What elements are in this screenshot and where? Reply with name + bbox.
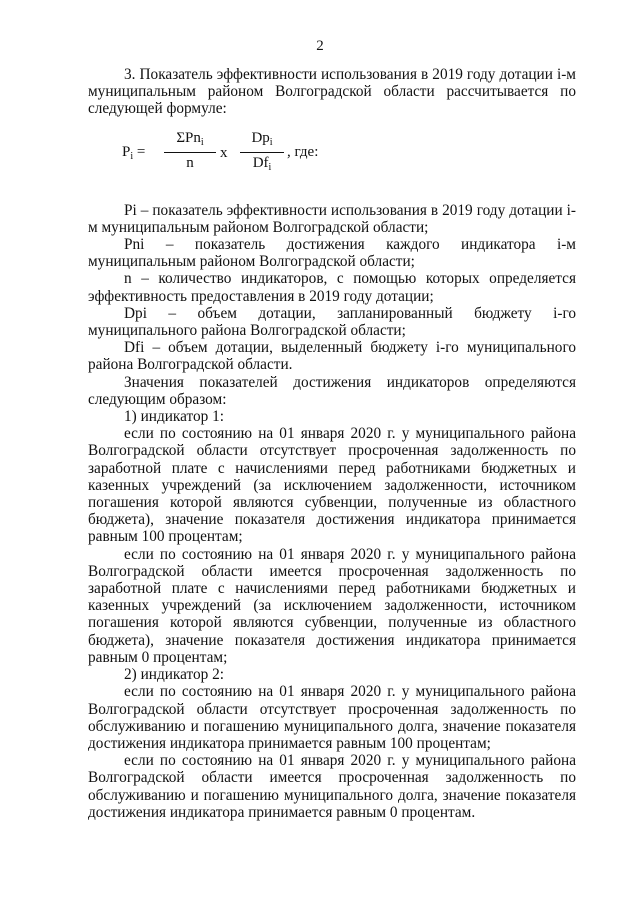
indicator1-title: 1) индикатор 1: xyxy=(124,408,225,426)
indicator2-case-present: если по состоянию на 01 января 2020 г. у муниципального района Волгоградской области имеется просроченная задолженность по обслуживанию и погашению муниципального долга, значение показателя достижения индикатора принимается равным 0 процентам. xyxy=(88,752,576,821)
definition-item: n – количество индикаторов, с помощью которых определяется эффективность предоставления в 2019 году дотации; xyxy=(88,270,576,305)
formula-fraction-dotation: $Dp_i$ $Df_i$ xyxy=(240,130,284,176)
formula-fraction-sum: ΣPn$_i$ n xyxy=(164,130,216,172)
indicator1-case-absent: если по состоянию на 01 января 2020 г. у муниципального района Волгоградской области отсутствует просроченная задолженность по заработной плате с начислениями перед работниками бюджетных и казенных учреждений (за исключением задолженности, источником погашения которой являются субвенции, полученные из областного бюджета), значение показателя достижения индикатора принимается равным 100 процентам; xyxy=(88,425,576,546)
formula-times: x xyxy=(220,144,228,161)
definition-item: Pni – показатель достижения каждого индикатора i-м муниципальным районом Волгоградской области; xyxy=(88,236,576,271)
values-intro: Значения показателей достижения индикаторов определяются следующим образом: xyxy=(88,373,576,408)
definition-item: Dpi – объем дотации, запланированный бюджету i-го муниципального района Волгоградской области; xyxy=(88,304,576,340)
formula-tail: , где: xyxy=(287,143,319,160)
intro-paragraph: 3. Показатель эффективности использования в 2019 году дотации i-м муниципальным районом Волгоградской области рассчитывается по следующей формуле: xyxy=(88,66,576,118)
indicator2-title: 2) индикатор 2: xyxy=(124,666,225,684)
indicator2-case-absent: если по состоянию на 01 января 2020 г. у муниципального района Волгоградской области отсутствует просроченная задолженность по обслуживанию и погашению муниципального долга, значение показателя достижения индикатора принимается равным 100 процентам; xyxy=(88,683,576,752)
indicator1-case-present: если по состоянию на 01 января 2020 г. у муниципального района Волгоградской области имеется просроченная задолженность по заработной плате с начислениями перед работниками бюджетных и казенных учреждений (за исключением задолженности, источником погашения которой являются субвенции, полученные из областного бюджета), значение показателя достижения индикатора принимается равным 0 процентам; xyxy=(88,545,576,666)
document-body xyxy=(88,66,576,821)
formula-lhs: $P_i$ = xyxy=(122,143,146,162)
definition-item: Dfi – объем дотации, выделенный бюджету i-го муниципального района Волгоградской области. xyxy=(88,339,576,374)
formula xyxy=(122,130,576,176)
definition-item: Pi – показатель эффективности использования в 2019 году дотации i-м муниципальным районом Волгоградской области; xyxy=(88,201,576,236)
page-number: 2 xyxy=(316,38,324,54)
